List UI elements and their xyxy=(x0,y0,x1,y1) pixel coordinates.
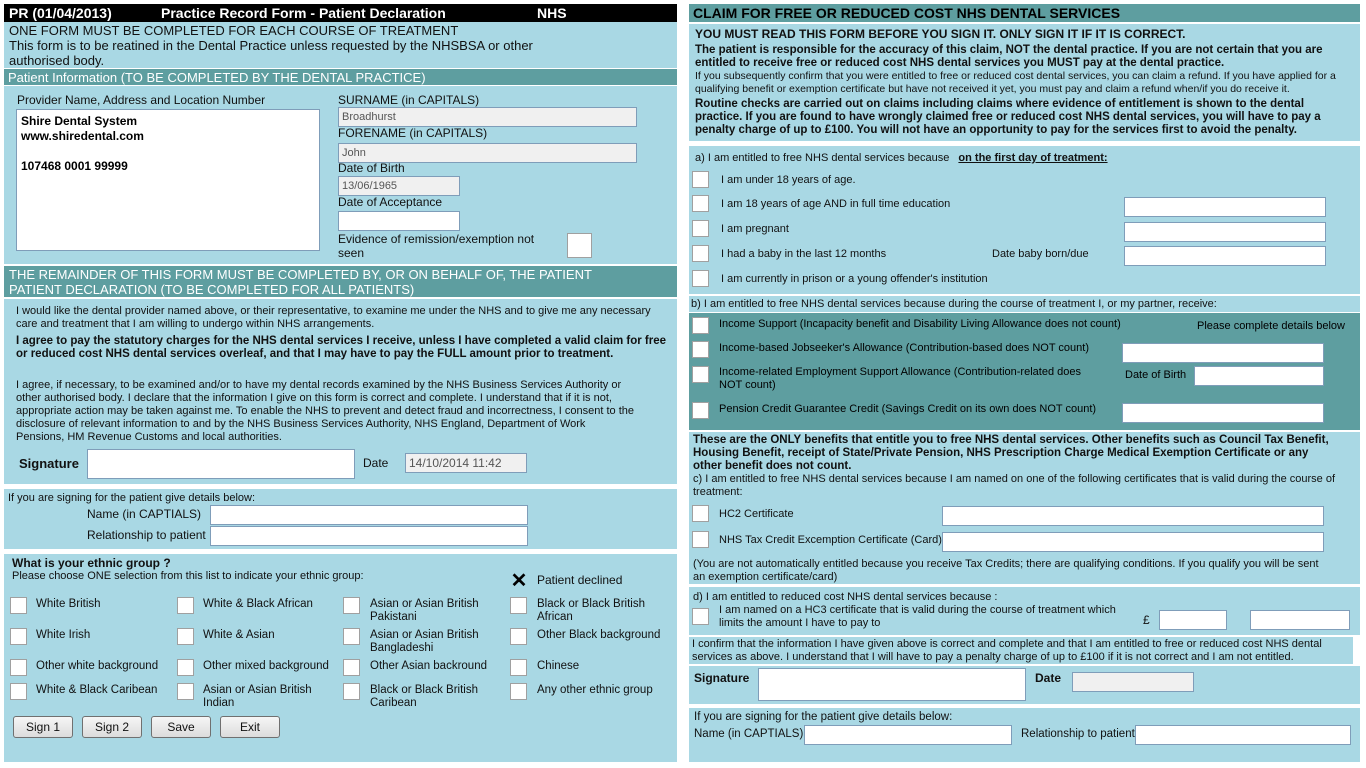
form-title: Practice Record Form - Patient Declaration xyxy=(161,5,446,21)
claim-rep-relationship-input[interactable] xyxy=(1135,725,1351,745)
ethnic-option-label: White & Black Caribean xyxy=(36,684,158,696)
section-b-item: Income-related Employment Support Allowance (Contribution-related does NOT count) xyxy=(719,366,1081,391)
sign2-button[interactable]: Sign 2 xyxy=(82,716,142,738)
section-b-pension-input[interactable] xyxy=(1122,403,1324,423)
patient-declined-checkbox[interactable]: ✕ xyxy=(510,570,528,592)
section-a-checkbox[interactable] xyxy=(692,245,709,262)
claim-signature-box[interactable] xyxy=(758,668,1026,701)
ethnic-option-label: White Irish xyxy=(36,629,91,641)
declaration-p3: I agree, if necessary, to be examined and/or to have my dental records examined by the NHS Business Services Authority or other authorised body. I declare that the information I give on this form is correct and complete. I understand that if it is not, appropriate action may be taken against me. To enable the NHS to prevent and detect fraud and incorrectness, I consent to the disclosure of relevant information to and by the NHS Business Services Authority, NHS England, Department of Work Pensions, HM Revenue Customs and local authorities. xyxy=(16,379,635,443)
ethnic-checkbox[interactable] xyxy=(510,659,527,676)
ethnic-checkbox[interactable] xyxy=(343,628,360,645)
form-header xyxy=(4,4,677,22)
ethnic-option-label: Asian or Asian British Bangladeshi xyxy=(370,629,479,654)
warning-p1: The patient is responsible for the accuracy of this claim, NOT the dental practice. If you are not certain that you are entitled to receive free or reduced cost NHS dental services you MUST pay at the dental practice. xyxy=(695,44,1323,69)
surname-input[interactable]: Broadhurst xyxy=(338,107,637,127)
hc2-input[interactable] xyxy=(942,506,1324,526)
provider-line: Shire Dental System xyxy=(21,114,138,128)
details-label: Please complete details below xyxy=(1197,320,1345,332)
section-a-panel xyxy=(689,146,1360,294)
rep-relationship-input[interactable] xyxy=(210,526,528,546)
ethnic-option-label: Other white background xyxy=(36,660,159,672)
claim-rep-relationship-label: Relationship to patient xyxy=(1021,728,1135,740)
ethnic-checkbox[interactable] xyxy=(177,597,194,614)
ethnic-checkbox[interactable] xyxy=(10,597,27,614)
section-a-intro-emph: on the first day of treatment: xyxy=(958,152,1108,164)
claim-signing-for-intro: If you are signing for the patient give details below: xyxy=(694,711,953,723)
exit-button[interactable]: Exit xyxy=(220,716,280,738)
declaration-p2: I agree to pay the statutory charges for the NHS dental services I receive, unless I have completed a valid claim for free or reduced cost NHS dental services overleaf, and that I may have to pay the FULL amount prior to treatment. xyxy=(16,335,666,360)
dob-input[interactable]: 13/06/1965 xyxy=(338,176,460,196)
section-b-item: Pension Credit Guarantee Credit (Savings Credit on its own does NOT count) xyxy=(719,403,1097,415)
claim-signing-for-panel xyxy=(689,708,1360,762)
rep-name-label: Name (in CAPTIALS) xyxy=(87,507,202,521)
forename-label: FORENAME (in CAPITALS) xyxy=(338,126,488,140)
section-c-item: NHS Tax Credit Excemption Certificate (Card) xyxy=(719,534,942,546)
hc3-amount-input[interactable] xyxy=(1159,610,1227,630)
acceptance-label: Date of Acceptance xyxy=(338,195,443,209)
ethnic-option-label: White British xyxy=(36,598,101,610)
patient-info-title: Patient Information (TO BE COMPLETED BY THE DENTAL PRACTICE) xyxy=(4,69,677,85)
ethnic-checkbox[interactable] xyxy=(10,659,27,676)
remainder-line1: THE REMAINDER OF THIS FORM MUST BE COMPLETED BY, OR ON BEHALF OF, THE PATIENT xyxy=(9,267,592,282)
dob-label: Date of Birth xyxy=(338,161,405,175)
ethnic-option-label: Other mixed background xyxy=(203,660,329,672)
confirm-panel xyxy=(689,637,1353,664)
section-d-checkbox[interactable] xyxy=(692,608,709,625)
section-c-item: HC2 Certificate xyxy=(719,508,794,520)
provider-line: www.shiredental.com xyxy=(21,129,144,143)
section-b-checkbox[interactable] xyxy=(692,366,709,383)
ethnic-checkbox[interactable] xyxy=(343,659,360,676)
section-b-jobseeker-input[interactable] xyxy=(1122,343,1324,363)
declaration-p1: I would like the dental provider named above, or their representative, to examine me under the NHS and to give me any necessary care and treatment that I am willing to undergo within NHS arrangements. xyxy=(16,305,651,330)
section-b-panel xyxy=(689,313,1360,430)
ethnic-option-label: Chinese xyxy=(537,660,580,672)
declaration-date-input[interactable]: 14/10/2014 11:42 xyxy=(405,453,527,473)
claim-date-label: Date xyxy=(1035,671,1062,685)
intro-panel xyxy=(4,22,677,68)
evidence-checkbox[interactable] xyxy=(567,233,592,258)
ethnic-checkbox[interactable] xyxy=(343,597,360,614)
date-label: Date xyxy=(363,456,389,470)
ethnic-checkbox[interactable] xyxy=(510,683,527,700)
ethnic-checkbox[interactable] xyxy=(177,683,194,700)
save-button[interactable]: Save xyxy=(151,716,211,738)
section-d-item: I am named on a HC3 certificate that is valid during the course of treatment which limits the amount I have to pay to xyxy=(719,604,1116,629)
ethnic-option-label: White & Black African xyxy=(203,598,313,610)
ethnic-instruction: Please choose ONE selection from this list to indicate your ethnic group: xyxy=(12,570,364,582)
warning-p2: If you subsequently confirm that you were entitled to free or reduced cost dental services, you can claim a refund. If you have applied for a qualifying benefit or exemption certificate but have not received it yet, you must pay and claim a refund when/if you do receive it. xyxy=(695,70,1336,95)
section-a-checkbox[interactable] xyxy=(692,270,709,287)
remainder-banner xyxy=(4,266,677,297)
only-benefits-text: These are the ONLY benefits that entitle you to free NHS dental services. Other benefits such as Council Tax Benefit, Housing Benefit, receipt of State/Private Pension, NHS Prescription Charge Medical Exemption Certificate or any other benefit does not count. xyxy=(693,434,1329,472)
signing-for-panel xyxy=(4,489,677,549)
baby-date-input[interactable] xyxy=(1124,246,1326,266)
hc3-certificate-input[interactable] xyxy=(1250,610,1350,630)
patient-declined-label: Patient declined xyxy=(537,573,623,587)
ethnic-checkbox[interactable] xyxy=(10,628,27,645)
section-b-item: Income-based Jobseeker's Allowance (Contribution-based does NOT count) xyxy=(719,342,1089,354)
signing-for-intro: If you are signing for the patient give details below: xyxy=(8,492,256,504)
signature-label: Signature xyxy=(19,456,79,471)
ethnic-option-label: Other Black background xyxy=(537,629,661,641)
nhs-label: NHS xyxy=(537,5,567,21)
section-a-item: I am pregnant xyxy=(721,223,789,235)
ethnic-panel xyxy=(4,554,677,762)
claim-title-bar xyxy=(689,4,1360,22)
provider-label: Provider Name, Address and Location Number xyxy=(17,93,266,107)
section-a-item: I am currently in prison or a young offender's institution xyxy=(721,273,988,285)
section-a-checkbox[interactable] xyxy=(692,195,709,212)
ethnic-checkbox[interactable] xyxy=(343,683,360,700)
section-a-item: I had a baby in the last 12 months xyxy=(721,248,887,260)
confirm-text: I confirm that the information I have given above is correct and complete and that I am entitled to free or reduced cost NHS dental services as above. I understand that I will have to pay a penalty charge of up to £100 if it is not correct and I am not entitled. xyxy=(692,638,1322,663)
ethnic-option-label: Asian or Asian British Pakistani xyxy=(370,598,479,623)
provider-line xyxy=(21,144,315,159)
claim-signature-panel xyxy=(689,666,1360,704)
section-b-dob-label: Date of Birth xyxy=(1125,369,1187,381)
section-b-checkbox[interactable] xyxy=(692,402,709,419)
section-a-item: I am 18 years of age AND in full time education xyxy=(721,198,951,210)
ethnic-option-label: Any other ethnic group xyxy=(537,684,653,696)
provider-line: 107468 0001 99999 xyxy=(21,159,128,173)
ethnic-checkbox[interactable] xyxy=(10,683,27,700)
currency-symbol: £ xyxy=(1143,613,1150,627)
provider-textarea[interactable] xyxy=(16,109,320,251)
section-a-checkbox[interactable] xyxy=(692,220,709,237)
section-c-note: (You are not automatically entitled because you receive Tax Credits; there are qualifying conditions. If you qualify you will be sent an exemption certificate/card) xyxy=(693,558,1319,583)
ethnic-title: What is your ethnic group ? xyxy=(12,556,171,570)
section-b-checkbox[interactable] xyxy=(692,317,709,334)
ethnic-option-label: White & Asian xyxy=(203,629,275,641)
acceptance-date-input[interactable] xyxy=(338,211,460,231)
signature-box[interactable] xyxy=(87,449,355,479)
forename-input[interactable]: John xyxy=(338,143,637,163)
patient-info-panel xyxy=(4,86,677,264)
sign1-button[interactable]: Sign 1 xyxy=(13,716,73,738)
section-b-checkbox[interactable] xyxy=(692,341,709,358)
warning-p3: Routine checks are carried out on claims including claims where evidence of entitlement is shown to the dental practice. If you are found to have wrongly claimed free or reduced cost NHS dental services, you will have to pay a penalty charge of up to £100. You will not have an opportunity to pay for the services first to avoid the penalty. xyxy=(695,98,1321,136)
intro-line2: This form is to be reatined in the Dental Practice unless requested by the NHSBSA or other authorised body. xyxy=(9,38,533,68)
rep-name-input[interactable] xyxy=(210,505,528,525)
section-a-education-input[interactable] xyxy=(1124,197,1326,217)
warning-heading: YOU MUST READ THIS FORM BEFORE YOU SIGN IT. ONLY SIGN IT IF IT IS CORRECT. xyxy=(695,27,1186,41)
ethnic-checkbox[interactable] xyxy=(510,628,527,645)
claim-rep-name-input[interactable] xyxy=(804,725,1012,745)
section-c-checkbox[interactable] xyxy=(692,531,709,548)
section-a-checkbox[interactable] xyxy=(692,171,709,188)
section-b-intro: b) I am entitled to free NHS dental services because during the course of treatment I, or my partner, receive: xyxy=(691,298,1217,310)
section-b-dob-input[interactable] xyxy=(1194,366,1324,386)
section-d-panel xyxy=(689,587,1360,635)
ethnic-checkbox[interactable] xyxy=(177,628,194,645)
declaration-panel xyxy=(4,299,677,484)
baby-date-label: Date baby born/due xyxy=(992,248,1089,260)
section-c-panel xyxy=(689,432,1360,584)
ethnic-checkbox[interactable] xyxy=(510,597,527,614)
ethnic-option-label: Other Asian backround xyxy=(370,660,487,672)
section-a-item: I am under 18 years of age. xyxy=(721,174,856,186)
rep-relationship-label: Relationship to patient xyxy=(87,528,206,542)
ethnic-option-label: Black or Black British Caribean xyxy=(370,684,479,709)
section-d-intro: d) I am entitled to reduced cost NHS dental services because : xyxy=(693,591,998,603)
section-c-checkbox[interactable] xyxy=(692,505,709,522)
evidence-label: Evidence of remission/exemption not seen xyxy=(338,232,535,260)
remainder-line2: PATIENT DECLARATION (TO BE COMPLETED FOR ALL PATIENTS) xyxy=(9,282,415,297)
section-a-intro: a) I am entitled to free NHS dental services because on the first day of treatment: xyxy=(695,152,1108,164)
section-b-item: Income Support (Incapacity benefit and Disability Living Allowance does not count) xyxy=(719,318,1121,330)
ethnic-option-label: Asian or Asian British Indian xyxy=(203,684,312,709)
claim-date-input[interactable] xyxy=(1072,672,1194,692)
intro-line1: ONE FORM MUST BE COMPLETED FOR EACH COURSE OF TREATMENT xyxy=(9,23,459,38)
claim-title: CLAIM FOR FREE OR REDUCED COST NHS DENTAL SERVICES xyxy=(693,5,1121,21)
ethnic-option-label: Black or Black British African xyxy=(537,598,646,623)
claim-signature-label: Signature xyxy=(694,671,750,685)
warning-panel xyxy=(689,24,1360,141)
surname-label: SURNAME (in CAPITALS) xyxy=(338,93,480,107)
form-code: PR (01/04/2013) xyxy=(9,5,112,21)
section-a-pregnant-input[interactable] xyxy=(1124,222,1326,242)
claim-rep-name-label: Name (in CAPTIALS) xyxy=(694,728,804,740)
section-c-intro: c) I am entitled to free NHS dental services because I am named on one of the following certificates that is valid during the course of treatment: xyxy=(693,473,1336,498)
ethnic-checkbox[interactable] xyxy=(177,659,194,676)
tax-credit-input[interactable] xyxy=(942,532,1324,552)
section-b-intro-panel xyxy=(689,296,1360,312)
